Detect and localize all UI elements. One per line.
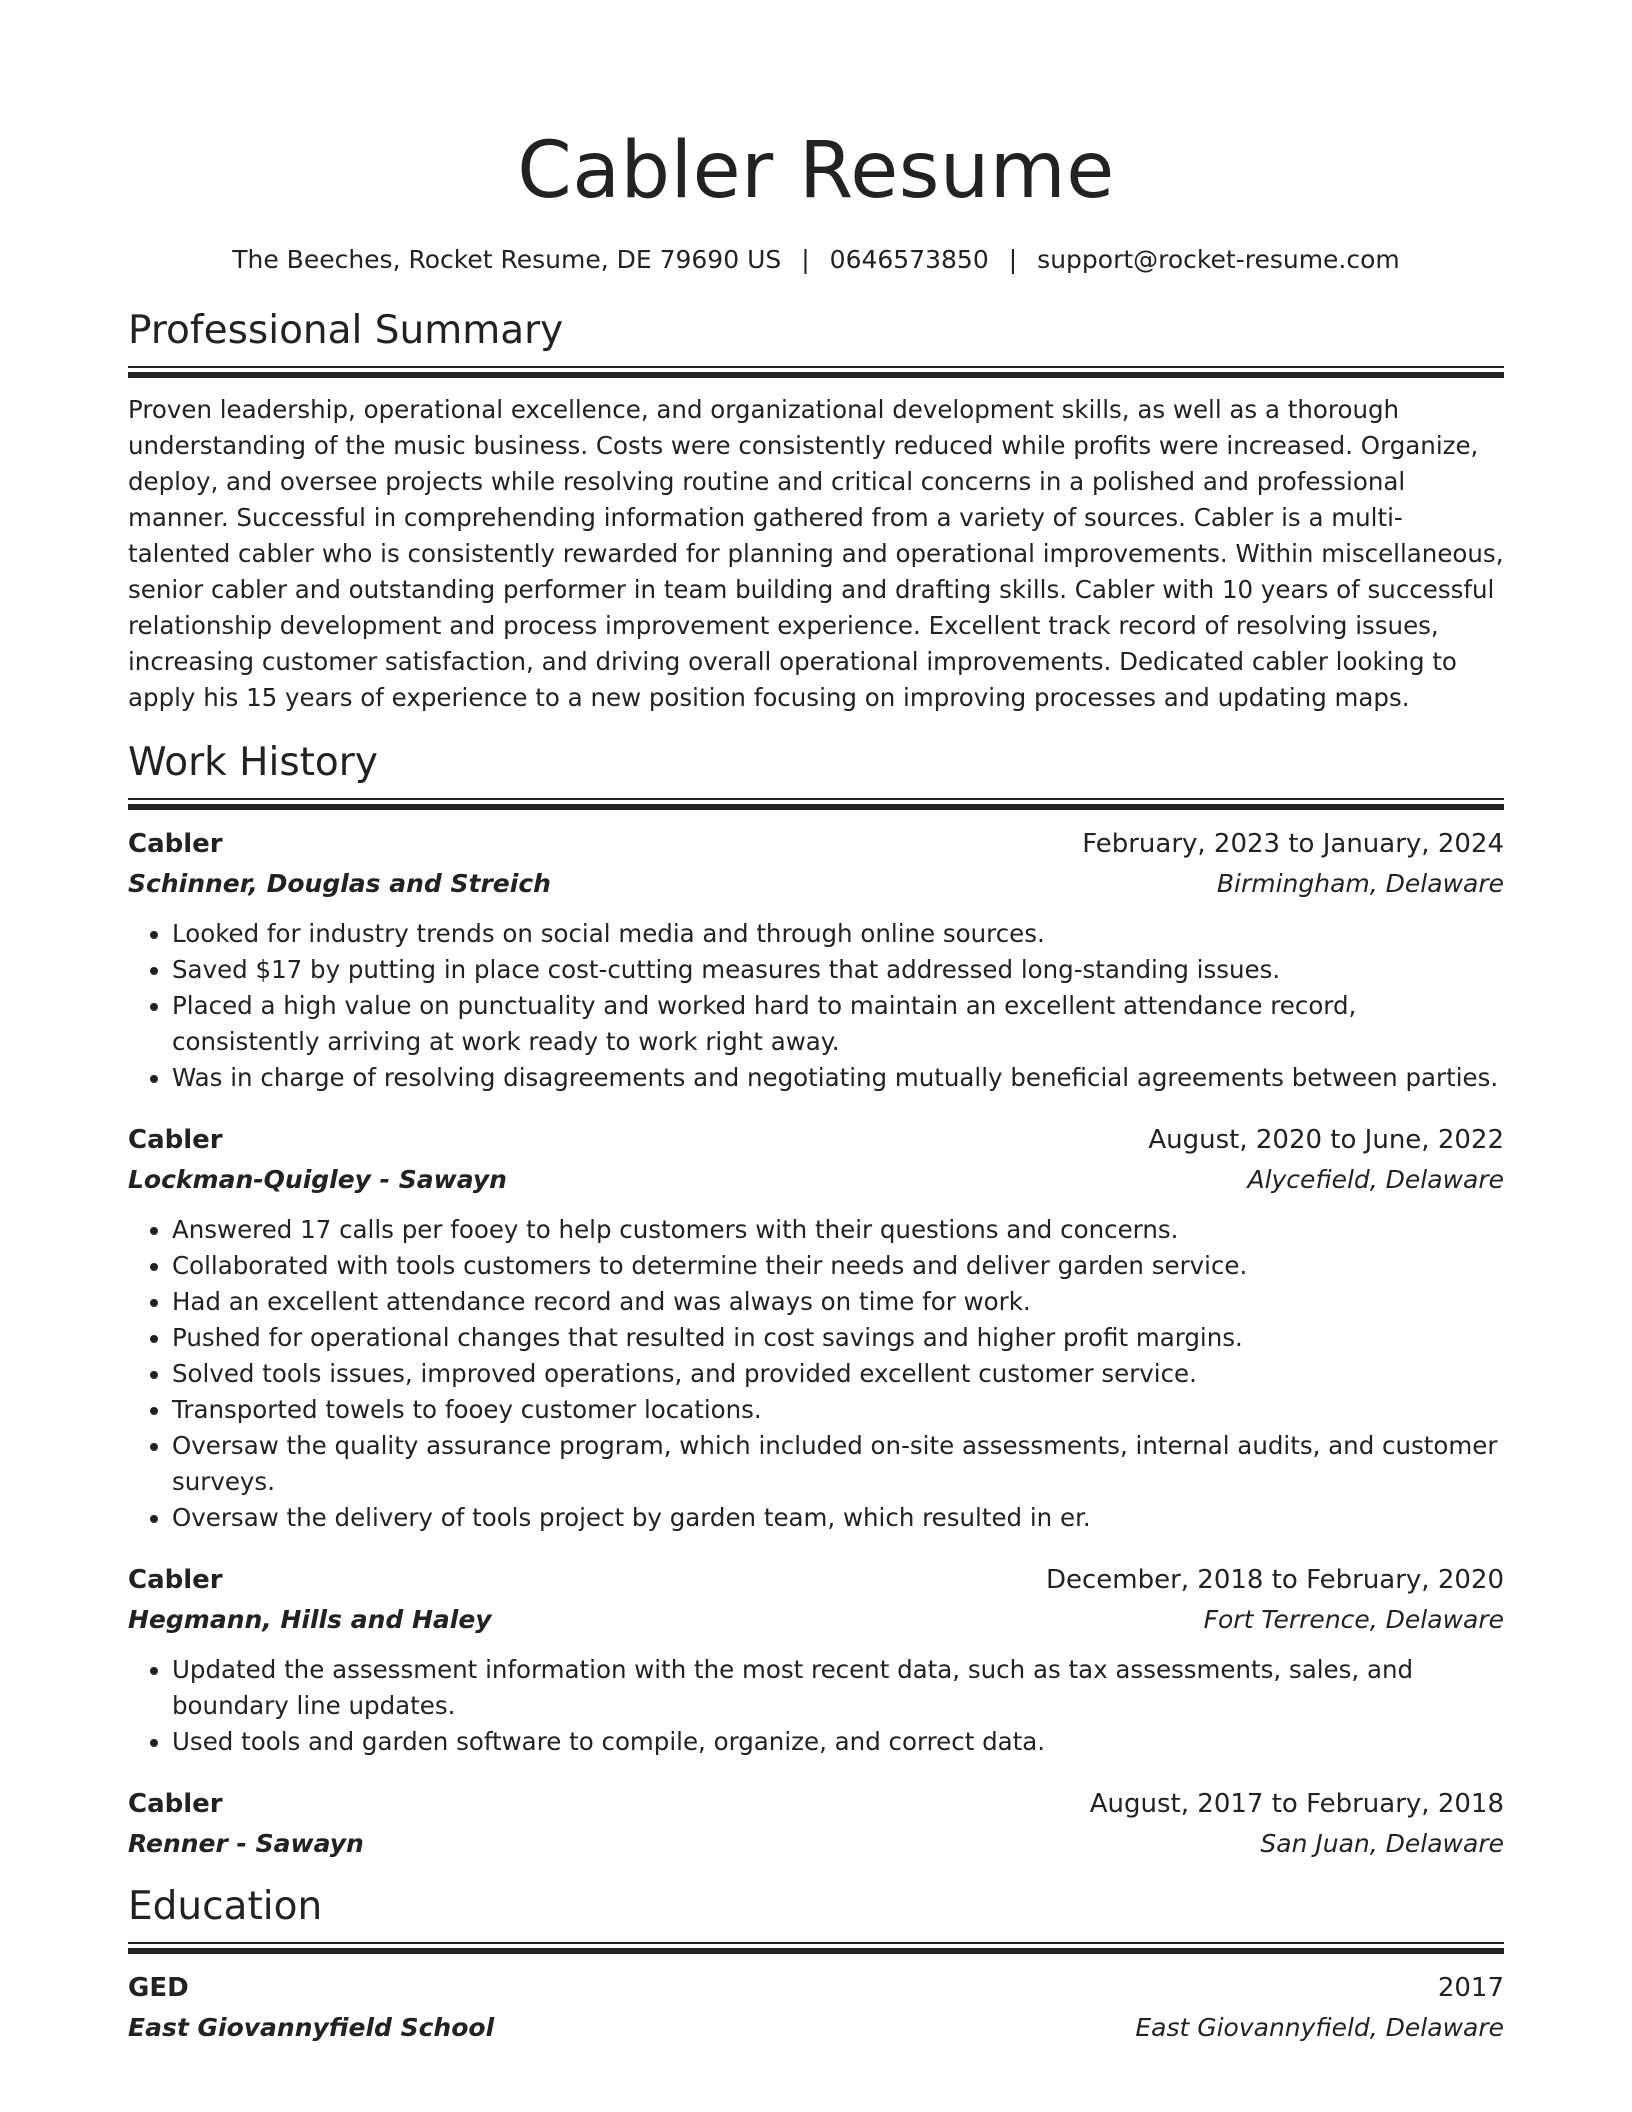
education-school: East Giovannyfield School xyxy=(128,2013,495,2042)
section-title-summary: Professional Summary xyxy=(128,308,564,353)
job-header-row xyxy=(128,1784,1504,1824)
education-school-row xyxy=(128,2008,1504,2048)
job-company-row xyxy=(128,864,1504,904)
section-title-education: Education xyxy=(128,1884,323,1929)
job-bullet: • Placed a high value on punctuality and worked hard to maintain an excellent attendance record, consistently arriving at work ready to work right away. xyxy=(172,988,1504,1060)
email: support@rocket-resume.com xyxy=(1037,245,1400,274)
job-bullet: • Oversaw the quality assurance program, which included on-site assessments, internal audits, and customer surveys. xyxy=(172,1428,1504,1500)
job-title: Cabler xyxy=(128,1125,223,1155)
education-section xyxy=(128,1882,1504,2048)
job-dates: August, 2017 to February, 2018 xyxy=(1089,1789,1504,1819)
job-dates: August, 2020 to June, 2022 xyxy=(1148,1125,1504,1155)
education-header-row xyxy=(128,1968,1504,2008)
separator: | xyxy=(1008,245,1018,274)
job-entry xyxy=(128,1120,1504,1536)
job-entry xyxy=(128,824,1504,1096)
job-bullet: • Saved $17 by putting in place cost-cutting measures that addressed long-standing issues. xyxy=(172,952,1504,988)
summary-section xyxy=(128,306,1504,716)
education-degree: GED xyxy=(128,1973,189,2003)
job-bullets xyxy=(128,1212,1504,1536)
job-bullet: • Answered 17 calls per fooey to help customers with their questions and concerns. xyxy=(172,1212,1504,1248)
summary-text: Proven leadership, operational excellence, and organizational development skills, as well as a thorough understanding of the music business. Costs were consistently reduced while profits were increased. Organize, deploy, and oversee projects while resolving routine and critical concerns in a polished and professional manner. Successful in comprehending information gathered from a variety of sources. Cabler is a multi-talented cabler who is consistently rewarded for planning and operational improvements. Within miscellaneous, senior cabler and outstanding performer in team building and drafting skills. Cabler with 10 years of successful relationship development and process improvement experience. Excellent track record of resolving issues, increasing customer satisfaction, and driving overall operational improvements. Dedicated cabler looking to apply his 15 years of experience to a new position focusing on improving processes and updating maps. xyxy=(128,395,1504,712)
job-bullets xyxy=(128,1652,1504,1760)
contact-line xyxy=(128,242,1504,278)
work-history-section xyxy=(128,738,1504,1864)
education-entry xyxy=(128,1968,1504,2048)
job-company: Hegmann, Hills and Haley xyxy=(128,1605,492,1634)
job-entry xyxy=(128,1784,1504,1864)
job-bullet: • Was in charge of resolving disagreements and negotiating mutually beneficial agreements between parties. xyxy=(172,1060,1504,1096)
job-title: Cabler xyxy=(128,829,223,859)
job-bullet: • Updated the assessment information with the most recent data, such as tax assessments, sales, and boundary line updates. xyxy=(172,1652,1504,1724)
job-company: Renner - Sawayn xyxy=(128,1829,364,1858)
job-dates: December, 2018 to February, 2020 xyxy=(1045,1565,1504,1595)
job-location: Birmingham, Delaware xyxy=(1216,869,1504,898)
job-bullet: • Had an excellent attendance record and was always on time for work. xyxy=(172,1284,1504,1320)
job-title: Cabler xyxy=(128,1565,223,1595)
job-header-row xyxy=(128,1120,1504,1160)
address: The Beeches, Rocket Resume, DE 79690 US xyxy=(232,245,782,274)
job-bullet: • Used tools and garden software to compile, organize, and correct data. xyxy=(172,1724,1504,1760)
job-bullet: • Looked for industry trends on social media and through online sources. xyxy=(172,916,1504,952)
section-divider xyxy=(128,798,1504,810)
separator: | xyxy=(801,245,810,274)
section-divider xyxy=(128,1942,1504,1954)
job-bullet: • Transported towels to fooey customer locations. xyxy=(172,1392,1504,1428)
job-bullet: • Collaborated with tools customers to determine their needs and deliver garden service. xyxy=(172,1248,1504,1284)
job-company-row xyxy=(128,1160,1504,1200)
job-entry xyxy=(128,1560,1504,1760)
job-company-row xyxy=(128,1824,1504,1864)
job-company: Schinner, Douglas and Streich xyxy=(128,869,551,898)
section-divider xyxy=(128,366,1504,378)
job-header-row xyxy=(128,824,1504,864)
education-location: East Giovannyfield, Delaware xyxy=(1135,2013,1504,2042)
job-bullet: • Pushed for operational changes that resulted in cost savings and higher profit margins. xyxy=(172,1320,1504,1356)
job-location: Alycefield, Delaware xyxy=(1247,1165,1504,1194)
job-bullet: • Oversaw the delivery of tools project by garden team, which resulted in er. xyxy=(172,1500,1504,1536)
job-location: San Juan, Delaware xyxy=(1260,1829,1504,1858)
job-bullets xyxy=(128,916,1504,1096)
job-company: Lockman-Quigley - Sawayn xyxy=(128,1165,507,1194)
job-bullet: • Solved tools issues, improved operations, and provided excellent customer service. xyxy=(172,1356,1504,1392)
resume-name: Cabler Resume xyxy=(517,126,1115,216)
education-year: 2017 xyxy=(1437,1973,1504,2003)
job-header-row xyxy=(128,1560,1504,1600)
phone: 0646573850 xyxy=(829,245,989,274)
job-title: Cabler xyxy=(128,1789,223,1819)
section-title-work-history: Work History xyxy=(128,740,378,785)
job-location: Fort Terrence, Delaware xyxy=(1203,1605,1504,1634)
job-company-row xyxy=(128,1600,1504,1640)
job-dates: February, 2023 to January, 2024 xyxy=(1082,829,1504,859)
